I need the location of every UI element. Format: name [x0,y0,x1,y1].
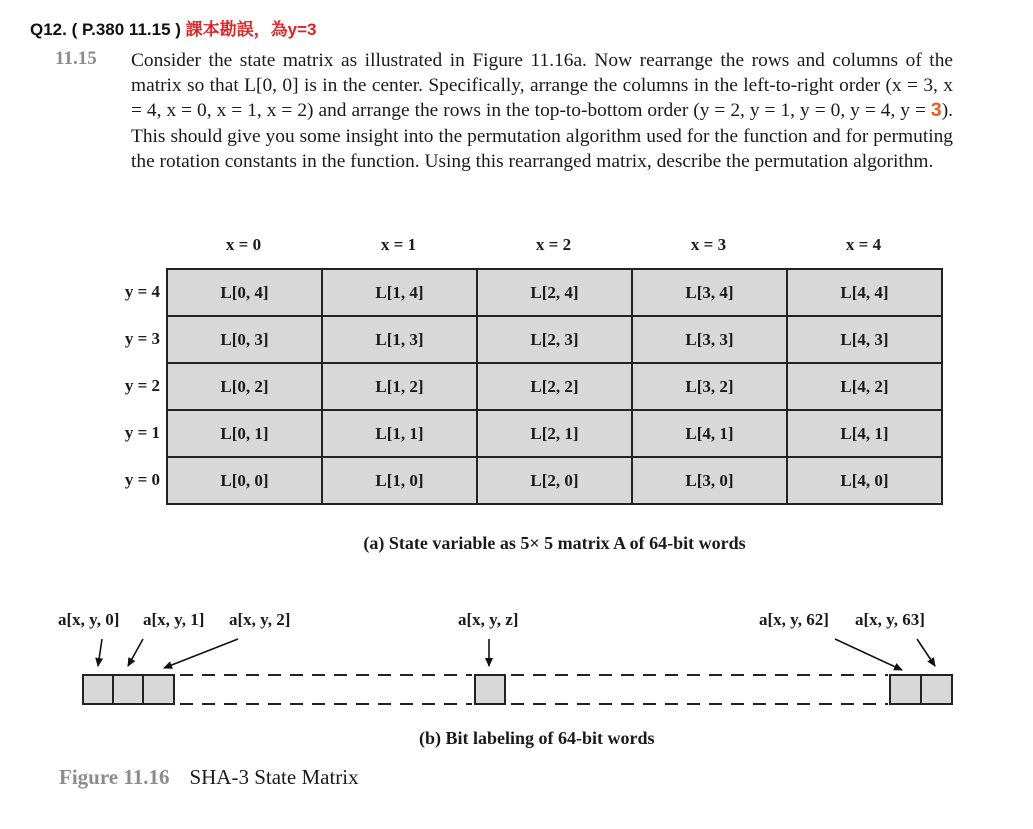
bit-label-62: a[x, y, 62] [759,610,829,629]
problem-text [131,48,953,174]
matrix-cell: L[4, 1] [787,410,942,457]
matrix-cell: L[4, 4] [787,269,942,316]
matrix-row [167,410,942,457]
matrix-cell: L[4, 1] [632,410,787,457]
dashed-lines [180,675,888,704]
problem-number: 11.15 [55,48,97,69]
matrix-cell: L[1, 2] [322,363,477,410]
row-label-y4: y = 4 [124,282,160,301]
bits-caption: (b) Bit labeling of 64-bit words [419,728,655,748]
row-label-y3: y = 3 [124,329,160,348]
column-label-x0: x = 0 [225,235,262,254]
matrix-cell: L[2, 4] [477,269,632,316]
matrix-row [167,269,942,316]
bit-cell-0 [83,675,113,704]
question-label: Q12. [30,20,67,39]
matrix-cell: L[1, 1] [322,410,477,457]
figure-caption [59,765,359,790]
matrix-cell: L[1, 3] [322,316,477,363]
question-header [30,15,317,40]
column-label-x1: x = 1 [380,235,417,254]
problem-text-after: ). This should give you some insight into the permutation algorithm used for the function and for permuting the rotation constants in the function. Using this rearranged matrix, describe the permutation algorithm. [131,100,953,172]
arrow-bit-62 [835,639,902,670]
row-label-y0: y = 0 [124,470,160,489]
figure-title: SHA-3 State Matrix [189,765,359,789]
matrix-cell: L[3, 3] [632,316,787,363]
bit-label-2: a[x, y, 2] [229,610,291,629]
matrix-cell: L[4, 0] [787,457,942,504]
matrix-cell: L[0, 1] [167,410,322,457]
matrix-cell: L[0, 4] [167,269,322,316]
matrix-row [167,316,942,363]
matrix-cell: L[0, 3] [167,316,322,363]
problem-text-before: Consider the state matrix as illustrated in Figure 11.16a. Now rearrange the rows and columns of the matrix so that L[0, 0] is in the center. Specifically, arrange the columns in the left-to-right order (x = 3, x = 4, x = 0, x = 1, x = 2) and arrange the rows in the top-to-bottom order (y = 2, y = 1, y = 0, y = 4, y = [131,50,953,122]
bit-cell-1 [113,675,143,704]
arrow-bit-63 [917,639,935,666]
matrix-cell: L[0, 2] [167,363,322,410]
caption-a-wrapper [0,533,1033,554]
matrix-cell: L[1, 0] [322,457,477,504]
matrix-cell: L[2, 0] [477,457,632,504]
figure-number: Figure 11.16 [59,765,170,789]
state-matrix [166,268,943,505]
matrix-cell: L[2, 2] [477,363,632,410]
row-label-y2: y = 2 [124,376,160,395]
matrix-cell: L[2, 3] [477,316,632,363]
matrix-row [167,363,942,410]
bit-cell-63 [921,675,952,704]
column-label-x3: x = 3 [690,235,727,254]
arrow-bit-0 [98,639,102,666]
bit-cells [83,675,952,704]
matrix-cell: L[1, 4] [322,269,477,316]
matrix-cell: L[4, 3] [787,316,942,363]
bit-label-1: a[x, y, 1] [143,610,205,629]
errata-note: 課本勘誤，為y=3 [185,20,317,39]
matrix-cell: L[3, 4] [632,269,787,316]
arrow-bit-2 [164,639,238,668]
errata-highlight: 3 [930,99,942,122]
question-ref: ( P.380 11.15 ) [71,20,181,39]
bit-diagram [0,630,1033,720]
row-label-y1: y = 1 [124,423,160,442]
matrix-caption: (a) State variable as 5× 5 matrix A of 64-bit words [363,533,746,553]
bit-cell-z [475,675,505,704]
bit-label-0: a[x, y, 0] [58,610,120,629]
matrix-cell: L[2, 1] [477,410,632,457]
matrix-cell: L[3, 0] [632,457,787,504]
matrix-cell: L[4, 2] [787,363,942,410]
arrow-bit-1 [128,639,143,666]
matrix-row [167,457,942,504]
bit-cell-62 [890,675,921,704]
matrix-cell: L[0, 0] [167,457,322,504]
column-label-x2: x = 2 [535,235,572,254]
arrows [98,639,935,670]
column-label-x4: x = 4 [845,235,882,254]
matrix-cell: L[3, 2] [632,363,787,410]
bit-cell-2 [143,675,174,704]
bit-label-z: a[x, y, z] [458,610,519,629]
bit-label-63: a[x, y, 63] [855,610,925,629]
